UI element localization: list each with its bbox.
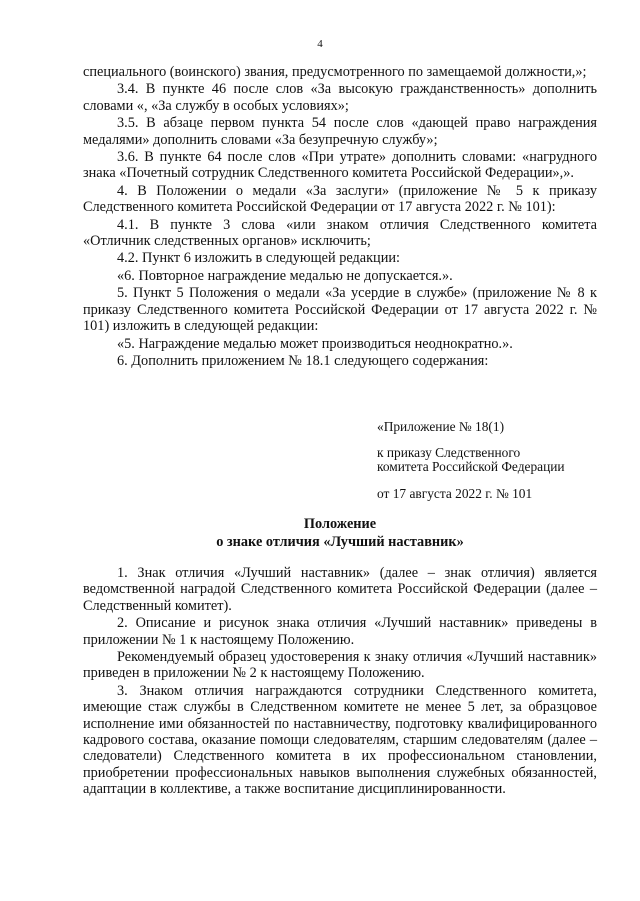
paragraph: 4.2. Пункт 6 изложить в следующей редакции: [117, 250, 400, 267]
paragraph: «5. Награждение медалью может производиться неоднократно.». [117, 335, 513, 352]
paragraph: «6. Повторное награждение медалью не допускается.». [117, 267, 453, 284]
regulation-text [83, 565, 597, 799]
paragraph: 3.6. В пункте 64 после слов «При утрате» дополнить словами: «нагрудного знака «Почетный сотрудник Следственного комитета Российской Федерации»,». [83, 149, 597, 182]
paragraph: Рекомендуемый образец удостоверения к знаку отличия «Лучший наставник» приведен в приложении № 2 к настоящему Положению. [83, 649, 597, 682]
paragraph: 3.5. В абзаце первом пункта 54 после слов «дающей право награждения медалями» дополнить словами «За безупречную службу»; [83, 115, 597, 148]
paragraph: 2. Описание и рисунок знака отличия «Лучший наставник» приведены в приложении № 1 к настоящему Положению. [83, 615, 597, 648]
section-subtitle: о знаке отличия «Лучший наставник» [216, 534, 464, 550]
paragraph: 6. Дополнить приложением № 18.1 следующего содержания: [117, 352, 489, 369]
paragraph: 3. Знаком отличия награждаются сотрудники Следственного комитета, имеющие стаж службы в Следственном комитете не менее 5 лет, за образцовое исполнение ими обязанностей по наставничеству, подготовку квалифицированного кадрового состава, оказание помощи следователям, старшим следователям (далее – следователи) Следственного комитета в их профессиональном становлении, приобретении профессиональных навыков выполнения служебных обязанностей, адаптации в коллективе, а также воспитание дисциплинированности. [83, 682, 597, 798]
appendix-order-line: к приказу Следственного [377, 445, 521, 460]
paragraph: специального (воинского) звания, предусмотренного по замещаемой должности,»; [83, 64, 587, 80]
paragraph: 5. Пункт 5 Положения о медали «За усердие в службе» (приложение № 8 к приказу Следственного комитета Российской Федерации от 17 августа 2022 г. № 101) изложить в следующей редакции: [83, 285, 597, 335]
paragraph: 4. В Положении о медали «За заслуги» (приложение № 5 к приказу Следственного комитета Российской Федерации от 17 августа 2022 г. № 101): [83, 182, 597, 216]
appendix-order-line: комитета Российской Федерации [377, 459, 565, 474]
appendix-heading: «Приложение № 18(1) [377, 419, 505, 434]
amendments-text [83, 64, 597, 370]
section-title: Положение [303, 516, 377, 532]
paragraph: 4.1. В пункте 3 слова «или знаком отличия Следственного комитета «Отличник следственных органов» исключить; [83, 216, 597, 250]
paragraph: 1. Знак отличия «Лучший наставник» (далее – знак отличия) является ведомственной наградой Следственного комитета Российской Федерации (далее – Следственный комитет). [83, 565, 597, 614]
appendix-date: от 17 августа 2022 г. № 101 [377, 486, 533, 501]
paragraph: 3.4. В пункте 46 после слов «За высокую гражданственность» дополнить словами «, «За службу в особых условиях»; [83, 81, 597, 114]
page-number: 4 [317, 38, 323, 50]
